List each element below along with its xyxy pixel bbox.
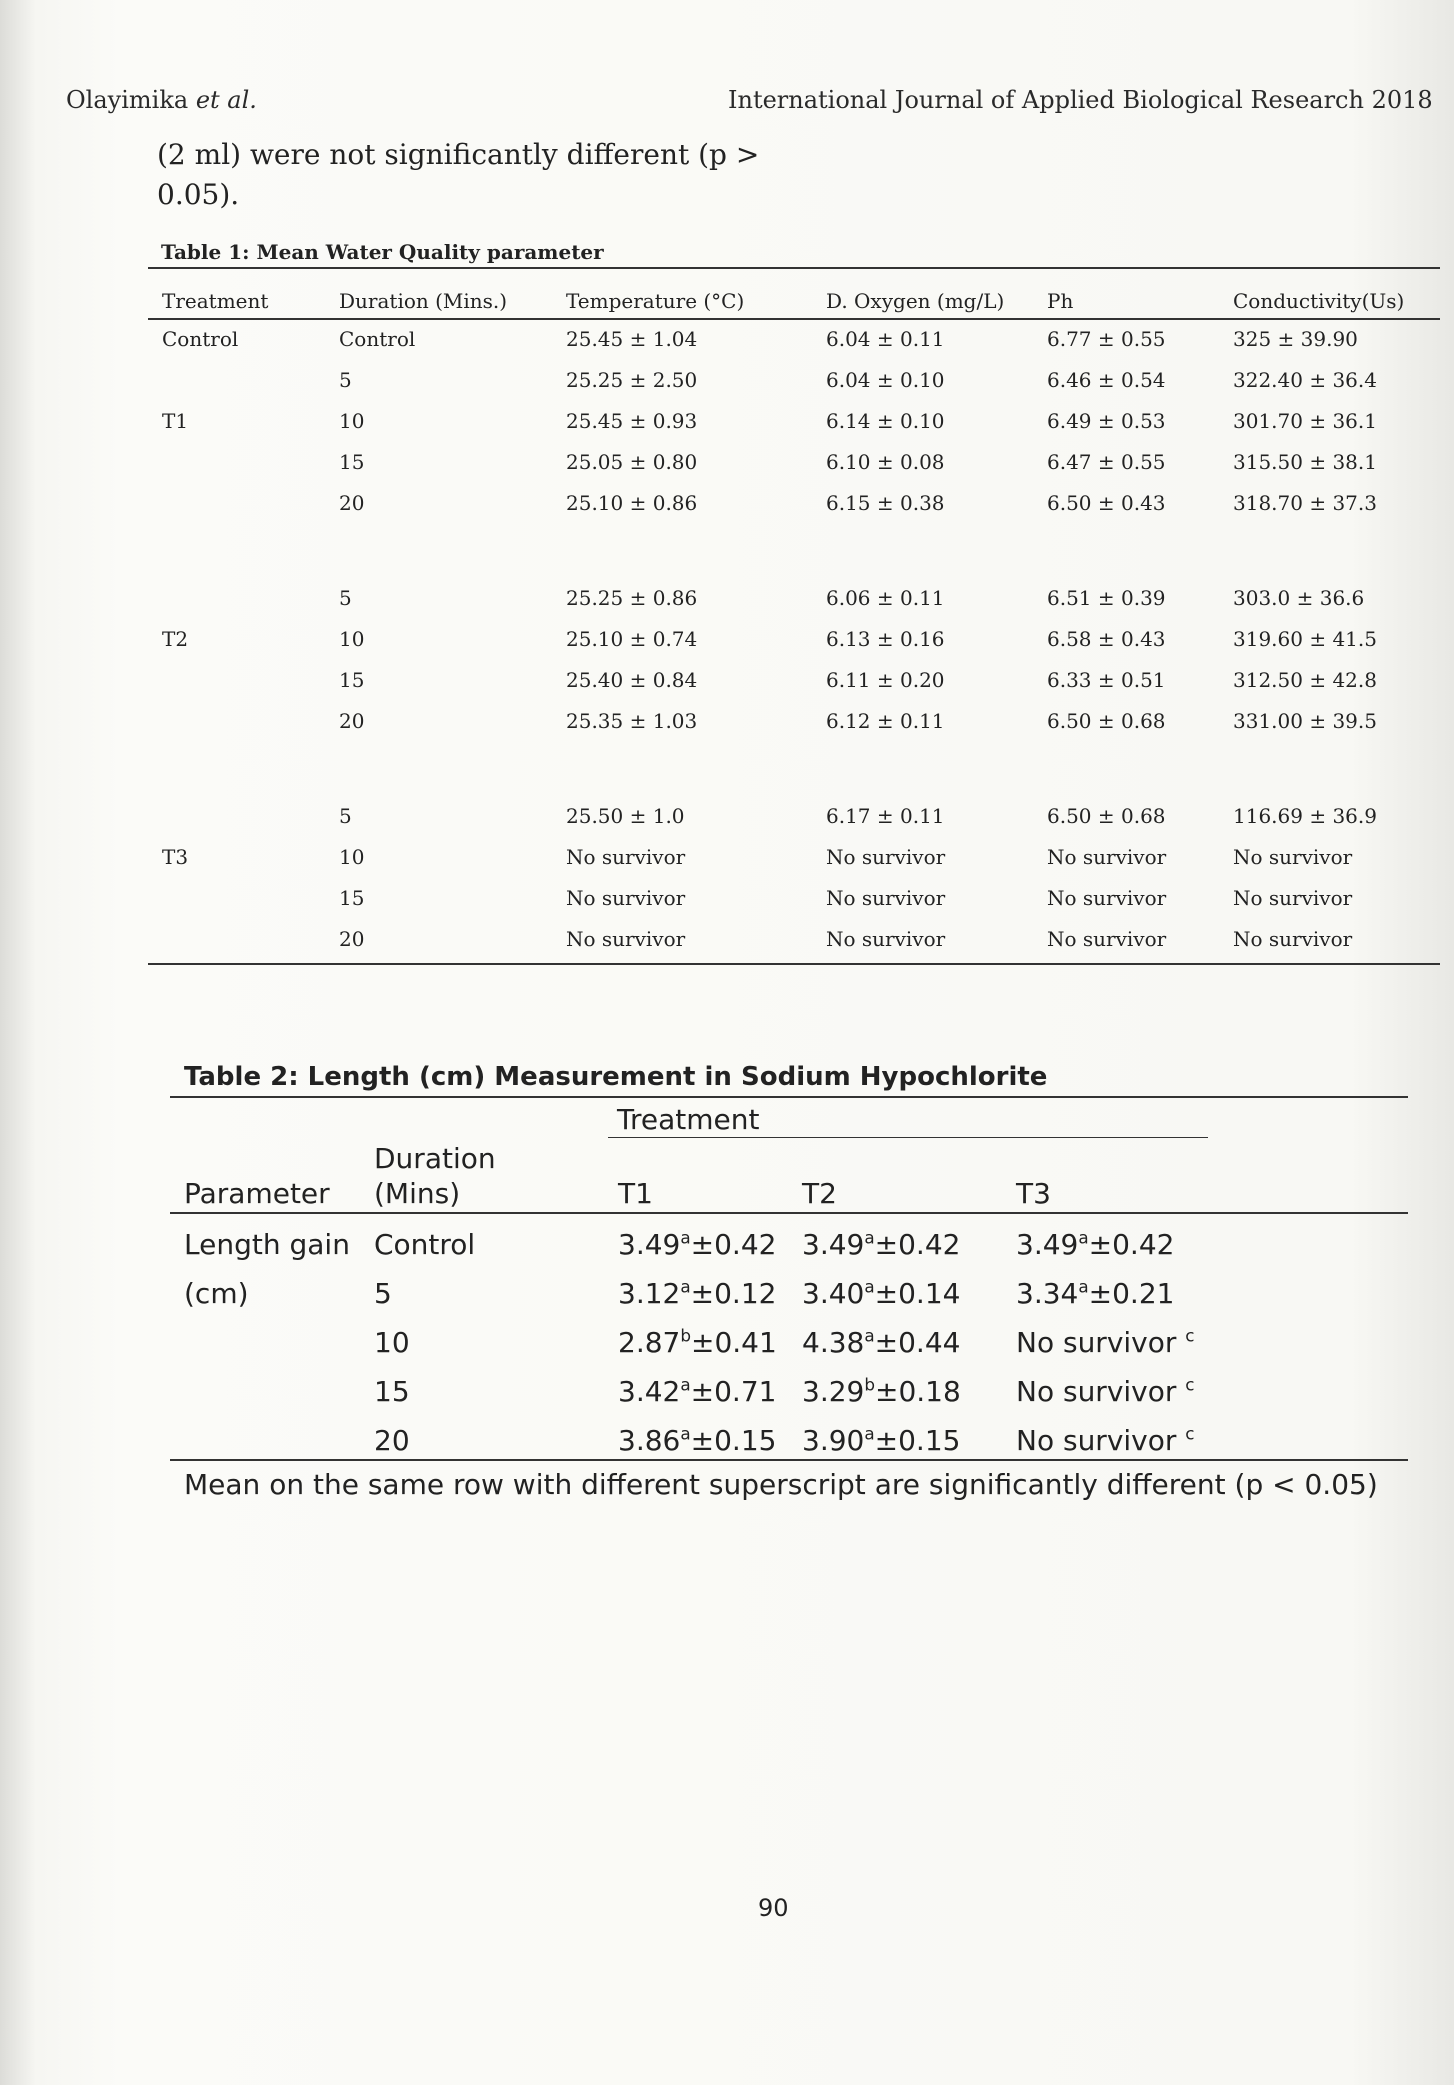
table2-superscript: a	[864, 1423, 875, 1444]
table2-mean: 3.49	[802, 1228, 865, 1261]
table1-cell-conductivity: No survivor	[1233, 886, 1353, 910]
table2-sd: ±0.15	[874, 1424, 961, 1457]
table2-duration: 20	[374, 1424, 410, 1457]
table1-cell-temperature: 25.45 ± 1.04	[566, 327, 698, 351]
table2-header-t2: T2	[802, 1177, 837, 1210]
table1-top-rule	[148, 267, 1440, 269]
table1-cell-duration: 15	[339, 886, 365, 910]
table1-cell-temperature: 25.10 ± 0.86	[566, 491, 698, 515]
table2-superscript: c	[1185, 1325, 1195, 1346]
table1-header-treatment: Treatment	[162, 289, 269, 313]
table1-cell-ph: 6.46 ± 0.54	[1047, 368, 1166, 392]
intro-line-1: (2 ml) were not significantly different (p >	[157, 138, 760, 171]
table1-header-duration: Duration (Mins.)	[339, 289, 508, 313]
table2-cell-t2	[802, 1326, 960, 1359]
table1-cell-temperature: No survivor	[566, 927, 686, 951]
table1-cell-conductivity: 318.70 ± 37.3	[1233, 491, 1377, 515]
table2-superscript: a	[680, 1374, 691, 1395]
table1-cell-dissolved-oxygen: 6.06 ± 0.11	[826, 586, 945, 610]
table1-header-temperature: Temperature (°C)	[566, 289, 745, 313]
table1-cell-duration: Control	[339, 327, 416, 351]
table1-cell-duration: 5	[339, 586, 352, 610]
table1-caption: Table 1: Mean Water Quality parameter	[161, 240, 604, 264]
intro-line-2: 0.05).	[157, 178, 240, 211]
table2-cell-t2	[802, 1277, 960, 1310]
running-header-journal: International Journal of Applied Biological Research 2018	[728, 86, 1433, 114]
author-suffix: et al.	[195, 86, 257, 114]
table1-cell-temperature: No survivor	[566, 886, 686, 910]
table1-cell-duration: 10	[339, 409, 365, 433]
table2-mean: No survivor	[1016, 1326, 1186, 1359]
table2-cell-t1	[618, 1277, 776, 1310]
table1-cell-ph: 6.58 ± 0.43	[1047, 627, 1166, 651]
table2-header-rule	[170, 1212, 1408, 1214]
table2-cell-t2	[802, 1228, 960, 1261]
table1-cell-conductivity: 322.40 ± 36.4	[1233, 368, 1377, 392]
table2-duration: 15	[374, 1375, 410, 1408]
table2-mean: 3.29	[802, 1375, 865, 1408]
table2-mean: 4.38	[802, 1326, 865, 1359]
table1-cell-duration: 20	[339, 927, 365, 951]
table2-cell-t1	[618, 1424, 776, 1457]
table1-cell-dissolved-oxygen: 6.13 ± 0.16	[826, 627, 945, 651]
table1-cell-temperature: No survivor	[566, 845, 686, 869]
table1-cell-duration: 5	[339, 368, 352, 392]
table1-cell-treatment: T3	[162, 845, 189, 869]
table2-mean: No survivor	[1016, 1375, 1186, 1408]
running-header-author	[66, 86, 257, 114]
table1-cell-ph: 6.50 ± 0.68	[1047, 709, 1166, 733]
table1-cell-conductivity: 116.69 ± 36.9	[1233, 804, 1377, 828]
table1-cell-ph: 6.33 ± 0.51	[1047, 668, 1166, 692]
table2-sd: ±0.21	[1088, 1277, 1175, 1310]
table1-cell-temperature: 25.40 ± 0.84	[566, 668, 698, 692]
table1-cell-conductivity: 315.50 ± 38.1	[1233, 450, 1377, 474]
table2-cell-t3	[1016, 1277, 1174, 1310]
table2-mean: 3.40	[802, 1277, 865, 1310]
table1-cell-temperature: 25.50 ± 1.0	[566, 804, 685, 828]
table1-cell-dissolved-oxygen: 6.10 ± 0.08	[826, 450, 945, 474]
table1-cell-treatment: Control	[162, 327, 239, 351]
table1-cell-ph: 6.50 ± 0.43	[1047, 491, 1166, 515]
table2-cell-t3	[1016, 1424, 1195, 1457]
table1-cell-dissolved-oxygen: 6.04 ± 0.10	[826, 368, 945, 392]
table1-cell-dissolved-oxygen: 6.15 ± 0.38	[826, 491, 945, 515]
table1-cell-treatment: T1	[162, 409, 189, 433]
table2-cell-t3	[1016, 1375, 1195, 1408]
table1-cell-ph: 6.49 ± 0.53	[1047, 409, 1166, 433]
table2-param-line-1: Length gain	[184, 1228, 350, 1261]
table2-sd: ±0.42	[1088, 1228, 1175, 1261]
table1-cell-conductivity: No survivor	[1233, 845, 1353, 869]
table2-mean: No survivor	[1016, 1424, 1186, 1457]
table1-header-ph: Ph	[1047, 289, 1074, 313]
table2-superscript: b	[864, 1374, 875, 1395]
table1-cell-dissolved-oxygen: No survivor	[826, 886, 946, 910]
table2-bottom-rule	[170, 1459, 1408, 1461]
table2-header-t1: T1	[618, 1177, 653, 1210]
table2-cell-t3	[1016, 1228, 1174, 1261]
table1-cell-conductivity: 331.00 ± 39.5	[1233, 709, 1377, 733]
table2-sd: ±0.44	[874, 1326, 961, 1359]
table1-header-rule	[148, 318, 1440, 320]
table1-cell-dissolved-oxygen: No survivor	[826, 845, 946, 869]
table1-cell-dissolved-oxygen: 6.04 ± 0.11	[826, 327, 945, 351]
page-number: 90	[758, 1894, 789, 1922]
author-name: Olayimika	[66, 86, 189, 114]
table2-superscript: c	[1185, 1374, 1195, 1395]
table2-header-duration-1: Duration	[374, 1142, 496, 1175]
table2-sd: ±0.41	[691, 1326, 777, 1359]
table1-cell-ph: No survivor	[1047, 845, 1167, 869]
table1-cell-temperature: 25.25 ± 2.50	[566, 368, 698, 392]
table2-cell-t1	[618, 1228, 776, 1261]
table2-mean: 3.12	[618, 1277, 681, 1310]
table1-cell-dissolved-oxygen: 6.11 ± 0.20	[826, 668, 945, 692]
table2-sd: ±0.42	[874, 1228, 961, 1261]
table1-cell-conductivity: 301.70 ± 36.1	[1233, 409, 1377, 433]
table2-sd: ±0.15	[690, 1424, 777, 1457]
table1-cell-dissolved-oxygen: No survivor	[826, 927, 946, 951]
table1-cell-temperature: 25.45 ± 0.93	[566, 409, 698, 433]
table1-cell-duration: 5	[339, 804, 352, 828]
table2-duration: 5	[374, 1277, 392, 1310]
table1-cell-duration: 20	[339, 491, 365, 515]
table2-mean: 3.86	[618, 1424, 681, 1457]
table2-mean: 2.87	[618, 1326, 681, 1359]
table2-sd: ±0.12	[690, 1277, 777, 1310]
table2-sd: ±0.71	[690, 1375, 777, 1408]
table2-sd: ±0.18	[875, 1375, 961, 1408]
table1-cell-duration: 15	[339, 450, 365, 474]
table2-param-line-2: (cm)	[184, 1277, 249, 1310]
table1-cell-duration: 20	[339, 709, 365, 733]
table1-cell-ph: 6.50 ± 0.68	[1047, 804, 1166, 828]
table1-cell-dissolved-oxygen: 6.17 ± 0.11	[826, 804, 945, 828]
table1-header-conductivity: Conductivity(Us)	[1233, 289, 1405, 313]
table2-mean: 3.49	[618, 1228, 681, 1261]
table1-cell-conductivity: 325 ± 39.90	[1233, 327, 1358, 351]
table2-mean: 3.34	[1016, 1277, 1079, 1310]
table1-cell-conductivity: No survivor	[1233, 927, 1353, 951]
table1-cell-ph: 6.51 ± 0.39	[1047, 586, 1166, 610]
table2-footnote: Mean on the same row with different superscript are significantly different (p < 0.05)	[184, 1468, 1378, 1501]
table2-superscript: c	[1185, 1423, 1195, 1444]
table2-superscript: a	[864, 1227, 875, 1248]
table2-sd: ±0.42	[690, 1228, 777, 1261]
table1-bottom-rule	[148, 963, 1440, 965]
table1-cell-duration: 10	[339, 845, 365, 869]
table2-cell-t3	[1016, 1326, 1195, 1359]
table2-superscript: a	[864, 1325, 875, 1346]
table2-cell-t2	[802, 1375, 961, 1408]
table1-cell-ph: 6.77 ± 0.55	[1047, 327, 1166, 351]
table2-superscript: a	[1078, 1276, 1089, 1297]
table1-cell-conductivity: 312.50 ± 42.8	[1233, 668, 1377, 692]
table2-group-rule	[608, 1137, 1208, 1138]
table2-superscript: a	[680, 1423, 691, 1444]
table2-caption: Table 2: Length (cm) Measurement in Sodium Hypochlorite	[184, 1062, 1048, 1092]
table2-superscript: a	[680, 1276, 691, 1297]
table2-duration: 10	[374, 1326, 410, 1359]
table1-cell-duration: 10	[339, 627, 365, 651]
table2-cell-t1	[618, 1375, 776, 1408]
table2-superscript: b	[680, 1325, 691, 1346]
table1-cell-ph: No survivor	[1047, 927, 1167, 951]
table1-cell-temperature: 25.05 ± 0.80	[566, 450, 698, 474]
table2-cell-t2	[802, 1424, 960, 1457]
table2-superscript: a	[680, 1227, 691, 1248]
table2-group-header: Treatment	[617, 1103, 760, 1136]
table1-cell-treatment: T2	[162, 627, 189, 651]
table1-cell-conductivity: 303.0 ± 36.6	[1233, 586, 1365, 610]
table2-header-t3: T3	[1016, 1177, 1051, 1210]
table2-top-rule	[170, 1096, 1408, 1098]
table1-cell-temperature: 25.10 ± 0.74	[566, 627, 698, 651]
table1-cell-temperature: 25.35 ± 1.03	[566, 709, 698, 733]
table2-header-parameter: Parameter	[184, 1177, 330, 1210]
table2-header-duration-2: (Mins)	[374, 1177, 461, 1210]
table1-cell-temperature: 25.25 ± 0.86	[566, 586, 698, 610]
table2-cell-t1	[618, 1326, 777, 1359]
table1-cell-dissolved-oxygen: 6.14 ± 0.10	[826, 409, 945, 433]
table1-cell-conductivity: 319.60 ± 41.5	[1233, 627, 1377, 651]
table2-mean: 3.49	[1016, 1228, 1079, 1261]
table1-cell-ph: 6.47 ± 0.55	[1047, 450, 1166, 474]
table2-mean: 3.90	[802, 1424, 865, 1457]
table2-mean: 3.42	[618, 1375, 681, 1408]
table2-superscript: a	[1078, 1227, 1089, 1248]
table1-header-dissolved-oxygen: D. Oxygen (mg/L)	[826, 289, 1005, 313]
table2-sd: ±0.14	[874, 1277, 961, 1310]
table1-cell-duration: 15	[339, 668, 365, 692]
table1-cell-ph: No survivor	[1047, 886, 1167, 910]
table1-cell-dissolved-oxygen: 6.12 ± 0.11	[826, 709, 945, 733]
table2-duration: Control	[374, 1228, 476, 1261]
table2-superscript: a	[864, 1276, 875, 1297]
